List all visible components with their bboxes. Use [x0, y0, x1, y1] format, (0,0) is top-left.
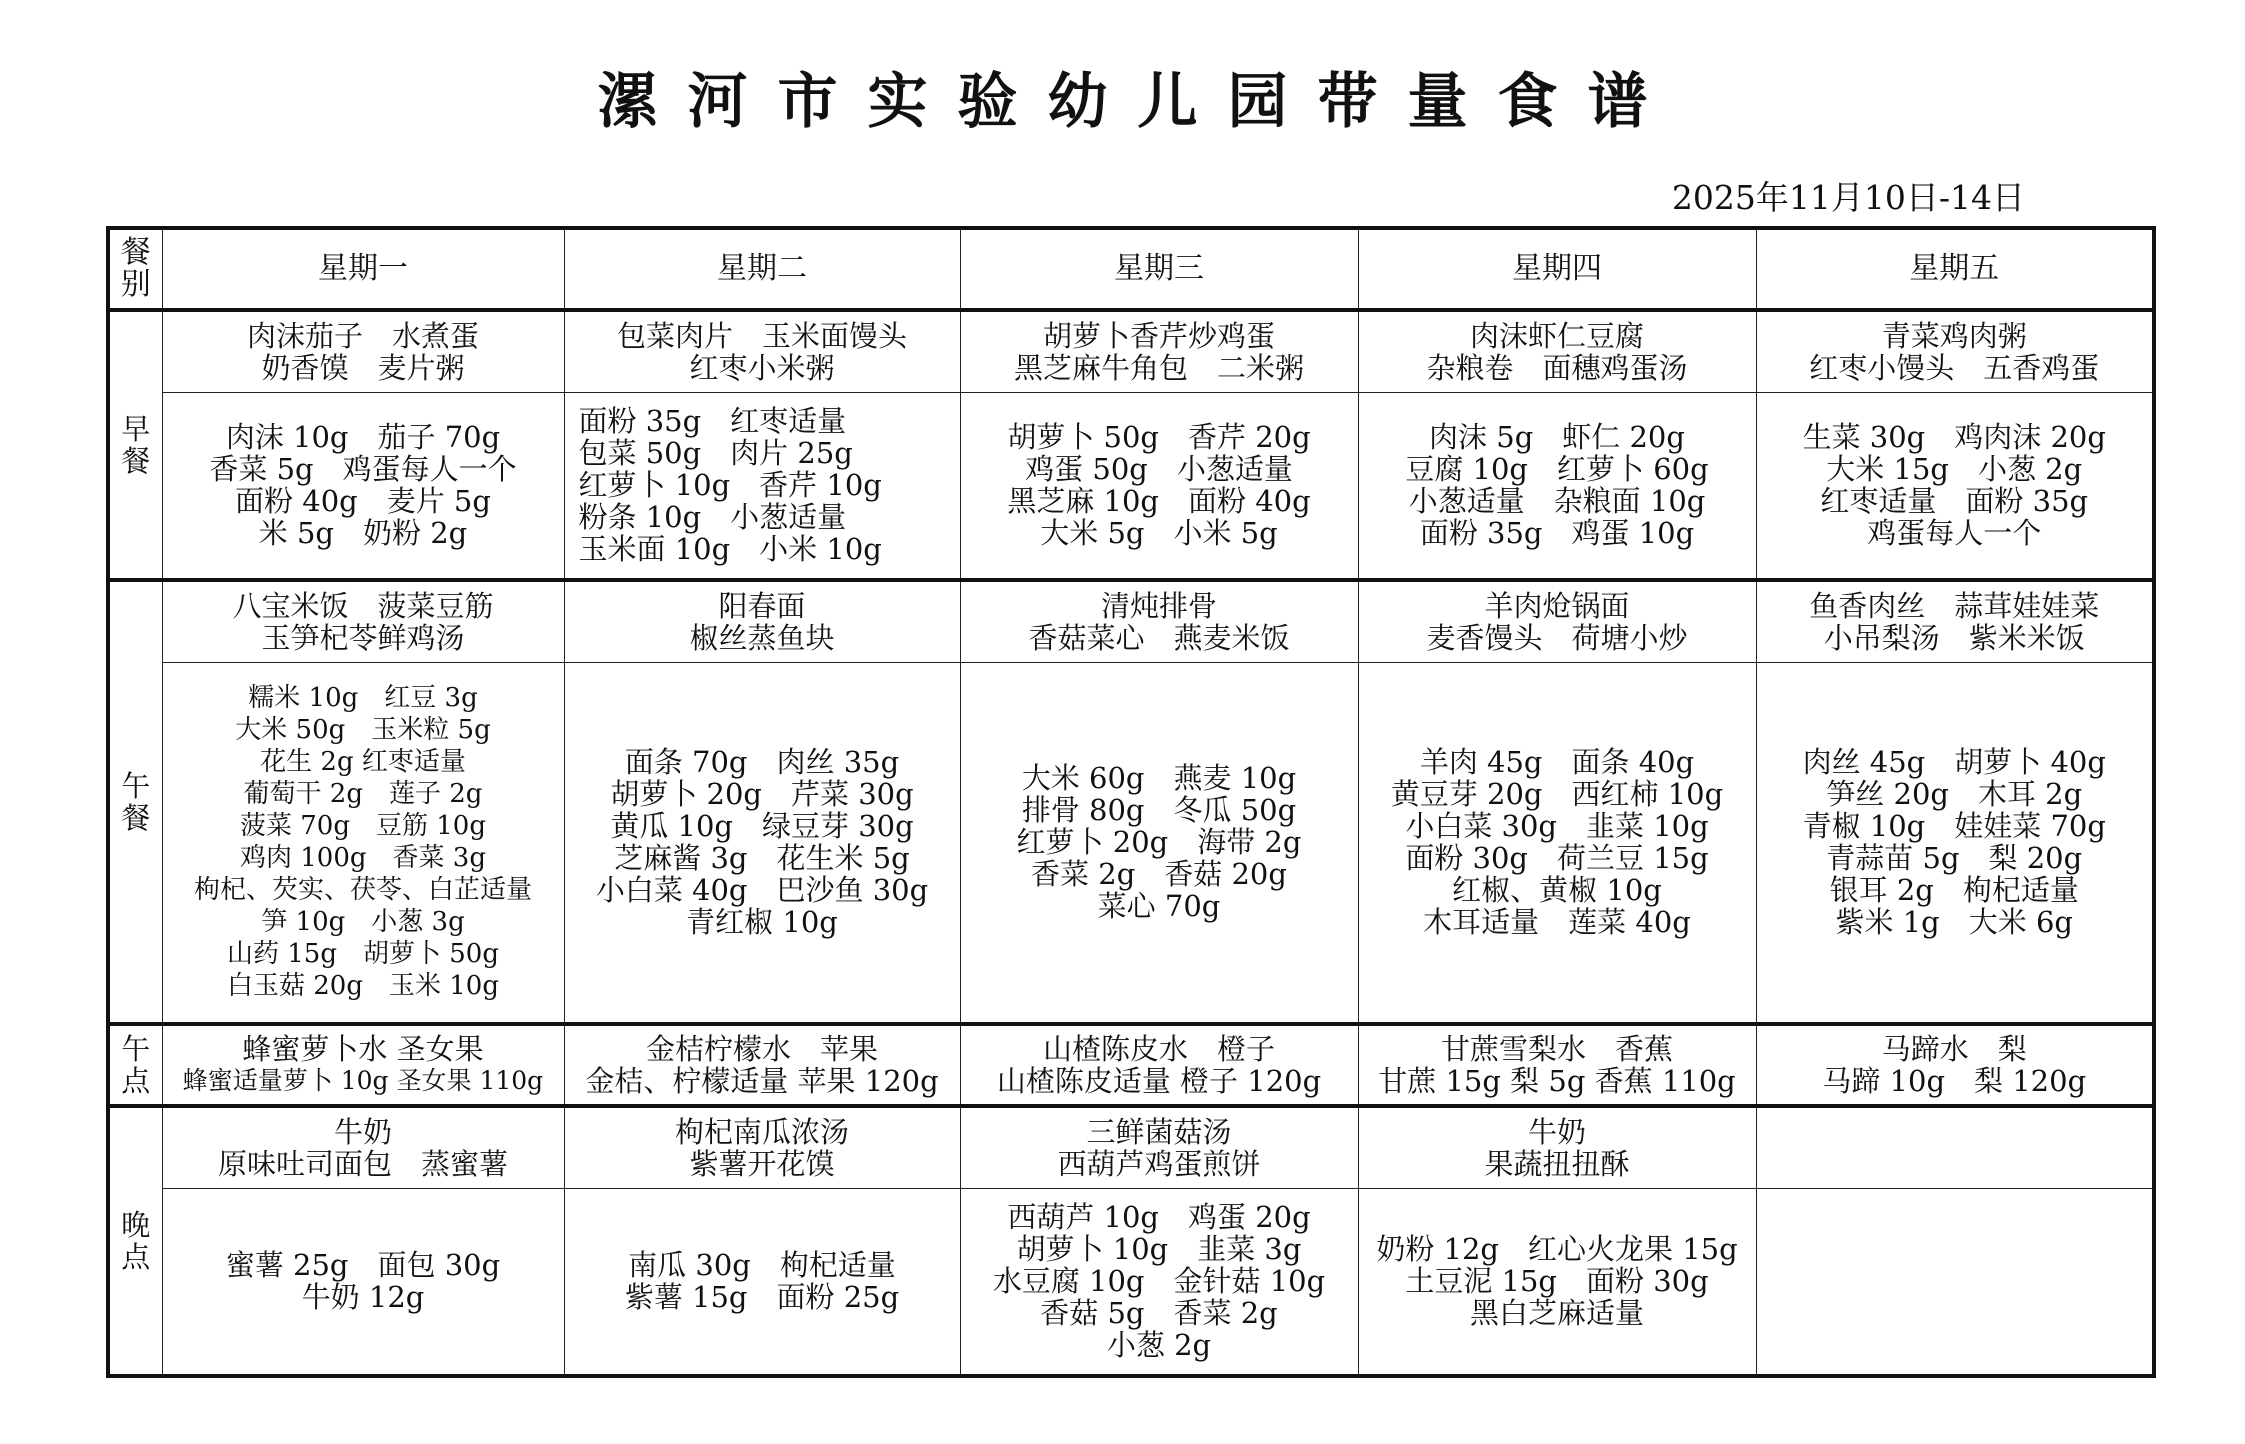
cell-line: 果蔬扭扭酥: [1484, 1146, 1630, 1181]
cell-line: 胡萝卜 20g 芹菜 30g: [610, 777, 914, 812]
cell-line: 红萝卜 20g 海带 2g: [1016, 825, 1302, 860]
cell-line: 奶粉 12g 红心火龙果 15g: [1376, 1232, 1738, 1267]
cell-line: 金桔、柠檬适量 苹果 120g: [585, 1064, 939, 1098]
snack-mon: [162, 1024, 564, 1106]
cell-line: 糯米 10g 红豆 3g: [248, 683, 478, 714]
breakfast-ingredient-row: [108, 392, 2154, 580]
dinner-dish-tue: [564, 1106, 960, 1188]
cell-line: 面条 70g 肉丝 35g: [624, 745, 900, 780]
cell-line: 黑芝麻 10g 面粉 40g: [1007, 484, 1311, 519]
day-header-fri: 星期五: [1756, 228, 2154, 310]
cell-line: 银耳 2g 枸杞适量: [1829, 873, 2079, 908]
snack-wed: [960, 1024, 1358, 1106]
breakfast-dish-row: [108, 310, 2154, 392]
cell-line: 红枣小米粥: [689, 350, 835, 385]
dinner-dish-thu: [1358, 1106, 1756, 1188]
cell-line: 小葱 2g: [1106, 1328, 1212, 1363]
cell-line: 芝麻酱 3g 花生米 5g: [614, 841, 910, 876]
breakfast-dish-mon: [162, 310, 564, 392]
cell-line: 豆腐 10g 红萝卜 60g: [1405, 452, 1709, 487]
cell-line: 青菜鸡肉粥: [1881, 318, 2027, 353]
cell-line: 麦香馒头 荷塘小炒: [1426, 620, 1688, 655]
cell-line: 紫米 1g 大米 6g: [1835, 905, 2073, 940]
dinner-dish-mon: [162, 1106, 564, 1188]
cell-line: 南瓜 30g 枸杞适量: [628, 1248, 896, 1283]
cell-line: 胡萝卜 10g 韭菜 3g: [1016, 1232, 1302, 1267]
cell-line: 米 5g 奶粉 2g: [258, 516, 468, 551]
cell-line: 玉米面 10g 小米 10g: [578, 532, 882, 567]
cell-line: 粉条 10g 小葱适量: [578, 500, 847, 535]
lunch-ingredients-thu: [1358, 662, 1756, 1024]
cell-line: 大米 15g 小葱 2g: [1826, 452, 2083, 487]
cell-line: 白玉菇 20g 玉米 10g: [227, 971, 499, 1002]
date-range: 2025年11月10日-14日: [1671, 178, 2025, 217]
dinner-ingredients-wed: [960, 1188, 1358, 1376]
snack-label: 午 点: [108, 1024, 162, 1106]
cell-line: 枸杞南瓜浓汤: [674, 1114, 849, 1149]
cell-line: 葡萄干 2g 莲子 2g: [243, 779, 483, 810]
snack-tue: [564, 1024, 960, 1106]
cell-line: 生菜 30g 鸡肉沫 20g: [1802, 420, 2106, 455]
cell-line: 牛奶: [333, 1114, 392, 1149]
cell-line: 八宝米饭 菠菜豆筋: [232, 588, 494, 623]
lunch-dish-tue: [564, 580, 960, 662]
cell-line: 山楂陈皮水 橙子: [1042, 1032, 1275, 1066]
cell-line: 牛奶: [1527, 1114, 1586, 1149]
cell-line: 面粉 35g 鸡蛋 10g: [1419, 516, 1695, 551]
cell-line: 蜜薯 25g 面包 30g: [225, 1248, 501, 1283]
cell-line: 排骨 80g 冬瓜 50g: [1021, 793, 1297, 828]
cell-line: 香菜 2g 香菇 20g: [1031, 857, 1287, 892]
breakfast-dish-fri: [1756, 310, 2154, 392]
cell-line: 紫薯 15g 面粉 25g: [624, 1280, 900, 1315]
cell-line: 鸡蛋每人一个: [1867, 516, 2042, 551]
breakfast-dish-wed: [960, 310, 1358, 392]
cell-line: 香菜 5g 鸡蛋每人一个: [209, 452, 517, 487]
dinner-ingredients-thu: [1358, 1188, 1756, 1376]
cell-line: 青椒 10g 娃娃菜 70g: [1802, 809, 2106, 844]
cell-line: 紫薯开花馍: [689, 1146, 835, 1181]
cell-line: 胡萝卜香芹炒鸡蛋: [1042, 318, 1275, 353]
dinner-ingredients-tue: [564, 1188, 960, 1376]
cell-line: 肉沫虾仁豆腐: [1469, 318, 1644, 353]
cell-line: 青蒜苗 5g 梨 20g: [1826, 841, 2083, 876]
dinner-label: 晚 点: [108, 1106, 162, 1376]
cell-line: 羊肉 45g 面条 40g: [1419, 745, 1695, 780]
cell-line: 水豆腐 10g 金针菇 10g: [992, 1264, 1326, 1299]
cell-line: 大米 60g 燕麦 10g: [1021, 761, 1297, 796]
lunch-dish-thu: [1358, 580, 1756, 662]
cell-line: 肉沫 10g 茄子 70g: [225, 420, 501, 455]
header-row: [108, 228, 2154, 310]
cell-line: 包菜 50g 肉片 25g: [578, 436, 853, 471]
cell-line: 面粉 40g 麦片 5g: [235, 484, 491, 519]
dinner-dish-fri: [1756, 1106, 2154, 1188]
day-header-thu: 星期四: [1358, 228, 1756, 310]
cell-line: 青红椒 10g: [686, 905, 838, 940]
cell-line: 红椒、黄椒 10g: [1452, 873, 1662, 908]
lunch-dish-mon: [162, 580, 564, 662]
breakfast-ingredients-fri: [1756, 392, 2154, 580]
cell-line: 西葫芦 10g 鸡蛋 20g: [1007, 1200, 1311, 1235]
dinner-ingredients-mon: [162, 1188, 564, 1376]
breakfast-ingredients-tue: [564, 392, 960, 580]
cell-line: 金桔柠檬水 苹果: [645, 1032, 878, 1066]
cell-line: 黑白芝麻适量: [1469, 1296, 1644, 1331]
cell-line: 鸡蛋 50g 小葱适量: [1025, 452, 1293, 487]
dinner-dish-wed: [960, 1106, 1358, 1188]
lunch-ingredient-row: [108, 662, 2154, 1024]
dinner-ingredient-row: [108, 1188, 2154, 1376]
cell-line: 花生 2g 红枣适量: [260, 747, 466, 778]
cell-line: 黄瓜 10g 绿豆芽 30g: [610, 809, 914, 844]
cell-line: 木耳适量 莲菜 40g: [1423, 905, 1691, 940]
cell-line: 原味吐司面包 蒸蜜薯: [217, 1146, 508, 1181]
snack-fri: [1756, 1024, 2154, 1106]
cell-line: 土豆泥 15g 面粉 30g: [1405, 1264, 1709, 1299]
lunch-ingredients-fri: [1756, 662, 2154, 1024]
cell-line: 红萝卜 10g 香芹 10g: [578, 468, 882, 503]
cell-line: 肉沫 5g 虾仁 20g: [1429, 420, 1685, 455]
cell-line: 小吊梨汤 紫米米饭: [1823, 620, 2085, 655]
cell-line: 阳春面: [718, 588, 806, 623]
cell-line: 蜂蜜适量萝卜 10g 圣女果 110g: [182, 1066, 544, 1095]
menu-table: [106, 226, 2156, 1378]
lunch-ingredients-wed: [960, 662, 1358, 1024]
cell-line: 山药 15g 胡萝卜 50g: [227, 939, 499, 970]
cell-line: 牛奶 12g: [301, 1280, 425, 1315]
cell-line: 香菇 5g 香菜 2g: [1040, 1296, 1278, 1331]
cell-line: 大米 5g 小米 5g: [1040, 516, 1278, 551]
cell-line: 三鲜菌菇汤: [1086, 1114, 1232, 1149]
dinner-ingredients-fri: [1756, 1188, 2154, 1376]
cell-line: 鱼香肉丝 蒜茸娃娃菜: [1809, 588, 2100, 623]
lunch-ingredients-tue: [564, 662, 960, 1024]
lunch-ingredients-mon: [162, 662, 564, 1024]
cell-line: 黑芝麻牛角包 二米粥: [1013, 350, 1304, 385]
cell-line: 枸杞、芡实、茯苓、白芷适量: [193, 875, 532, 906]
cell-line: 胡萝卜 50g 香芹 20g: [1007, 420, 1311, 455]
cell-line: 小白菜 40g 巴沙鱼 30g: [595, 873, 929, 908]
cell-line: 菜心 70g: [1097, 889, 1221, 924]
page-title: 漯河市实验幼儿园带量食谱: [597, 67, 1678, 137]
lunch-dish-row: [108, 580, 2154, 662]
cell-line: 西葫芦鸡蛋煎饼: [1057, 1146, 1261, 1181]
cell-line: 笋 10g 小葱 3g: [261, 907, 465, 938]
cell-line: 奶香馍 麦片粥: [261, 350, 465, 385]
cell-line: 鸡肉 100g 香菜 3g: [240, 843, 486, 874]
breakfast-ingredients-wed: [960, 392, 1358, 580]
cell-line: 马蹄 10g 梨 120g: [1822, 1064, 2087, 1098]
breakfast-dish-thu: [1358, 310, 1756, 392]
cell-line: 面粉 35g 红枣适量: [578, 404, 847, 439]
cell-line: 椒丝蒸鱼块: [689, 620, 835, 655]
cell-line: 马蹄水 梨: [1881, 1032, 2027, 1066]
cell-line: 清炖排骨: [1100, 588, 1217, 623]
cell-line: 蜂蜜萝卜水 圣女果: [242, 1032, 484, 1066]
breakfast-ingredients-mon: [162, 392, 564, 580]
cell-line: 面粉 30g 荷兰豆 15g: [1405, 841, 1709, 876]
cell-line: 小白菜 30g 韭菜 10g: [1405, 809, 1709, 844]
cell-line: 黄豆芽 20g 西红柿 10g: [1390, 777, 1724, 812]
day-header-tue: 星期二: [564, 228, 960, 310]
snack-row: [108, 1024, 2154, 1106]
breakfast-label: 早 餐: [108, 310, 162, 580]
cell-line: 菠菜 70g 豆筋 10g: [240, 811, 486, 842]
cell-line: 山楂陈皮适量 橙子 120g: [996, 1064, 1322, 1098]
cell-line: 肉丝 45g 胡萝卜 40g: [1802, 745, 2106, 780]
cell-line: 红枣小馒头 五香鸡蛋: [1809, 350, 2100, 385]
day-header-wed: 星期三: [960, 228, 1358, 310]
cell-line: 大米 50g 玉米粒 5g: [235, 715, 491, 746]
cell-line: 红枣适量 面粉 35g: [1820, 484, 2089, 519]
cell-line: 羊肉炝锅面: [1484, 588, 1630, 623]
lunch-dish-fri: [1756, 580, 2154, 662]
day-header-mon: 星期一: [162, 228, 564, 310]
snack-thu: [1358, 1024, 1756, 1106]
cell-line: 包菜肉片 玉米面馒头: [616, 318, 907, 353]
cell-line: 杂粮卷 面穗鸡蛋汤: [1426, 350, 1688, 385]
breakfast-ingredients-thu: [1358, 392, 1756, 580]
breakfast-dish-tue: [564, 310, 960, 392]
cell-line: 玉笋杞苓鲜鸡汤: [261, 620, 465, 655]
lunch-label: 午 餐: [108, 580, 162, 1024]
cell-line: 甘蔗雪梨水 香蕉: [1440, 1032, 1673, 1066]
dinner-dish-row: [108, 1106, 2154, 1188]
category-header: 餐 别: [108, 228, 162, 310]
lunch-dish-wed: [960, 580, 1358, 662]
cell-line: 甘蔗 15g 梨 5g 香蕉 110g: [1378, 1064, 1736, 1098]
cell-line: 小葱适量 杂粮面 10g: [1408, 484, 1706, 519]
cell-line: 香菇菜心 燕麦米饭: [1028, 620, 1290, 655]
cell-line: 笋丝 20g 木耳 2g: [1826, 777, 2083, 812]
cell-line: 肉沫茄子 水煮蛋: [246, 318, 479, 353]
